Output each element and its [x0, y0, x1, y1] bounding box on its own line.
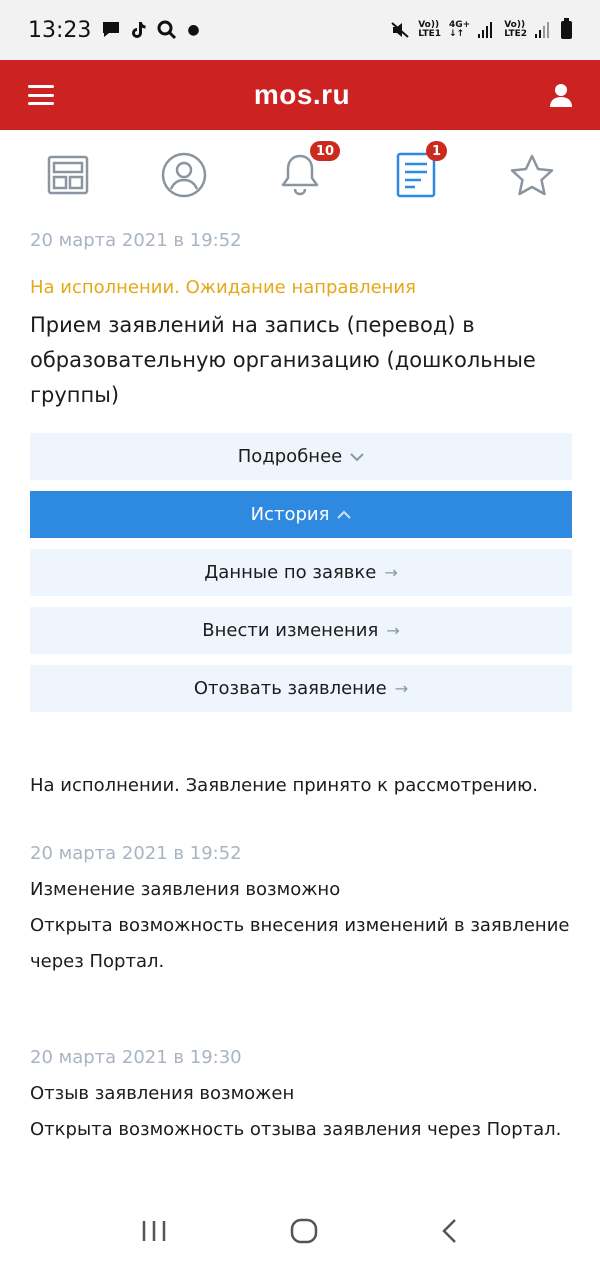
- history-list: [30, 768, 572, 1148]
- chevron-up-icon: [337, 510, 351, 520]
- profile-icon: [161, 152, 207, 198]
- history-entry-text: Открыта возможность внесения изменений в заявление через Портал.: [30, 915, 570, 972]
- edit-application-button[interactable]: [30, 607, 572, 654]
- history-entry-title: Изменение заявления возможно: [30, 879, 341, 900]
- tab-favorites[interactable]: [502, 145, 562, 205]
- applications-badge: 1: [426, 141, 447, 161]
- network-label: 4G+ ↓↑: [449, 20, 471, 39]
- withdraw-application-button[interactable]: [30, 665, 572, 712]
- dot-icon: ●: [187, 22, 200, 38]
- application-data-button[interactable]: [30, 549, 572, 596]
- history-entry-text: Открыта возможность отзыва заявления через Портал.: [30, 1119, 562, 1140]
- history-current: На исполнении. Заявление принято к рассмотрению.: [30, 775, 538, 796]
- star-icon: [509, 153, 555, 197]
- sim1-label: Vo)) LTE1: [418, 20, 441, 39]
- hamburger-icon[interactable]: [28, 85, 54, 105]
- scroll-fade: [0, 1166, 600, 1196]
- details-label: Подробнее: [237, 446, 343, 467]
- history-entry: [30, 1040, 572, 1148]
- tab-applications[interactable]: [386, 145, 446, 205]
- arrow-right-icon: →: [386, 621, 400, 640]
- user-icon[interactable]: [550, 83, 572, 107]
- history-button[interactable]: [30, 491, 572, 538]
- application-date: 20 марта 2021 в 19:52: [30, 230, 242, 251]
- site-logo[interactable]: mos.ru: [253, 79, 351, 110]
- tab-dashboard[interactable]: [38, 145, 98, 205]
- mute-icon: [390, 21, 410, 39]
- dashboard-icon: [47, 155, 89, 195]
- history-entry-date: 20 марта 2021 в 19:52: [30, 843, 242, 864]
- arrow-right-icon: →: [394, 679, 409, 698]
- system-nav-bar: [0, 1196, 600, 1266]
- status-bar: [0, 0, 600, 60]
- application-status: На исполнении. Ожидание направления: [30, 277, 416, 298]
- history-entry-date: 20 марта 2021 в 19:30: [30, 1047, 242, 1068]
- arrow-right-icon: →: [384, 563, 398, 582]
- application-title: Прием заявлений на запись (перевод) в образовательную организацию (дошкольные группы): [30, 313, 536, 407]
- back-icon[interactable]: [441, 1218, 459, 1244]
- signal-icon: [478, 22, 496, 38]
- application-card: [30, 230, 572, 1148]
- home-icon[interactable]: [290, 1218, 318, 1244]
- clock: 13:23: [28, 17, 92, 43]
- edit-application-label: Внести изменения: [202, 620, 379, 641]
- app-header: [0, 60, 600, 130]
- history-entry-title: Отзыв заявления возможен: [30, 1083, 295, 1104]
- notifications-badge: 10: [310, 141, 340, 161]
- sim2-label: Vo)) LTE2: [504, 20, 527, 39]
- details-button[interactable]: [30, 433, 572, 480]
- application-data-label: Данные по заявке: [204, 562, 377, 583]
- signal2-icon: [535, 22, 553, 38]
- history-entry: [30, 836, 572, 980]
- chevron-down-icon: [350, 452, 364, 462]
- tab-notifications[interactable]: [270, 143, 335, 205]
- battery-icon: [561, 21, 572, 39]
- recent-apps-icon[interactable]: [141, 1219, 167, 1243]
- history-label: История: [250, 504, 330, 525]
- tab-bar: [0, 140, 600, 210]
- withdraw-application-label: Отозвать заявление: [193, 678, 387, 699]
- tab-profile[interactable]: [154, 145, 214, 205]
- tiktok-icon: [131, 21, 147, 39]
- search-icon: [157, 20, 177, 40]
- message-icon: [101, 21, 121, 39]
